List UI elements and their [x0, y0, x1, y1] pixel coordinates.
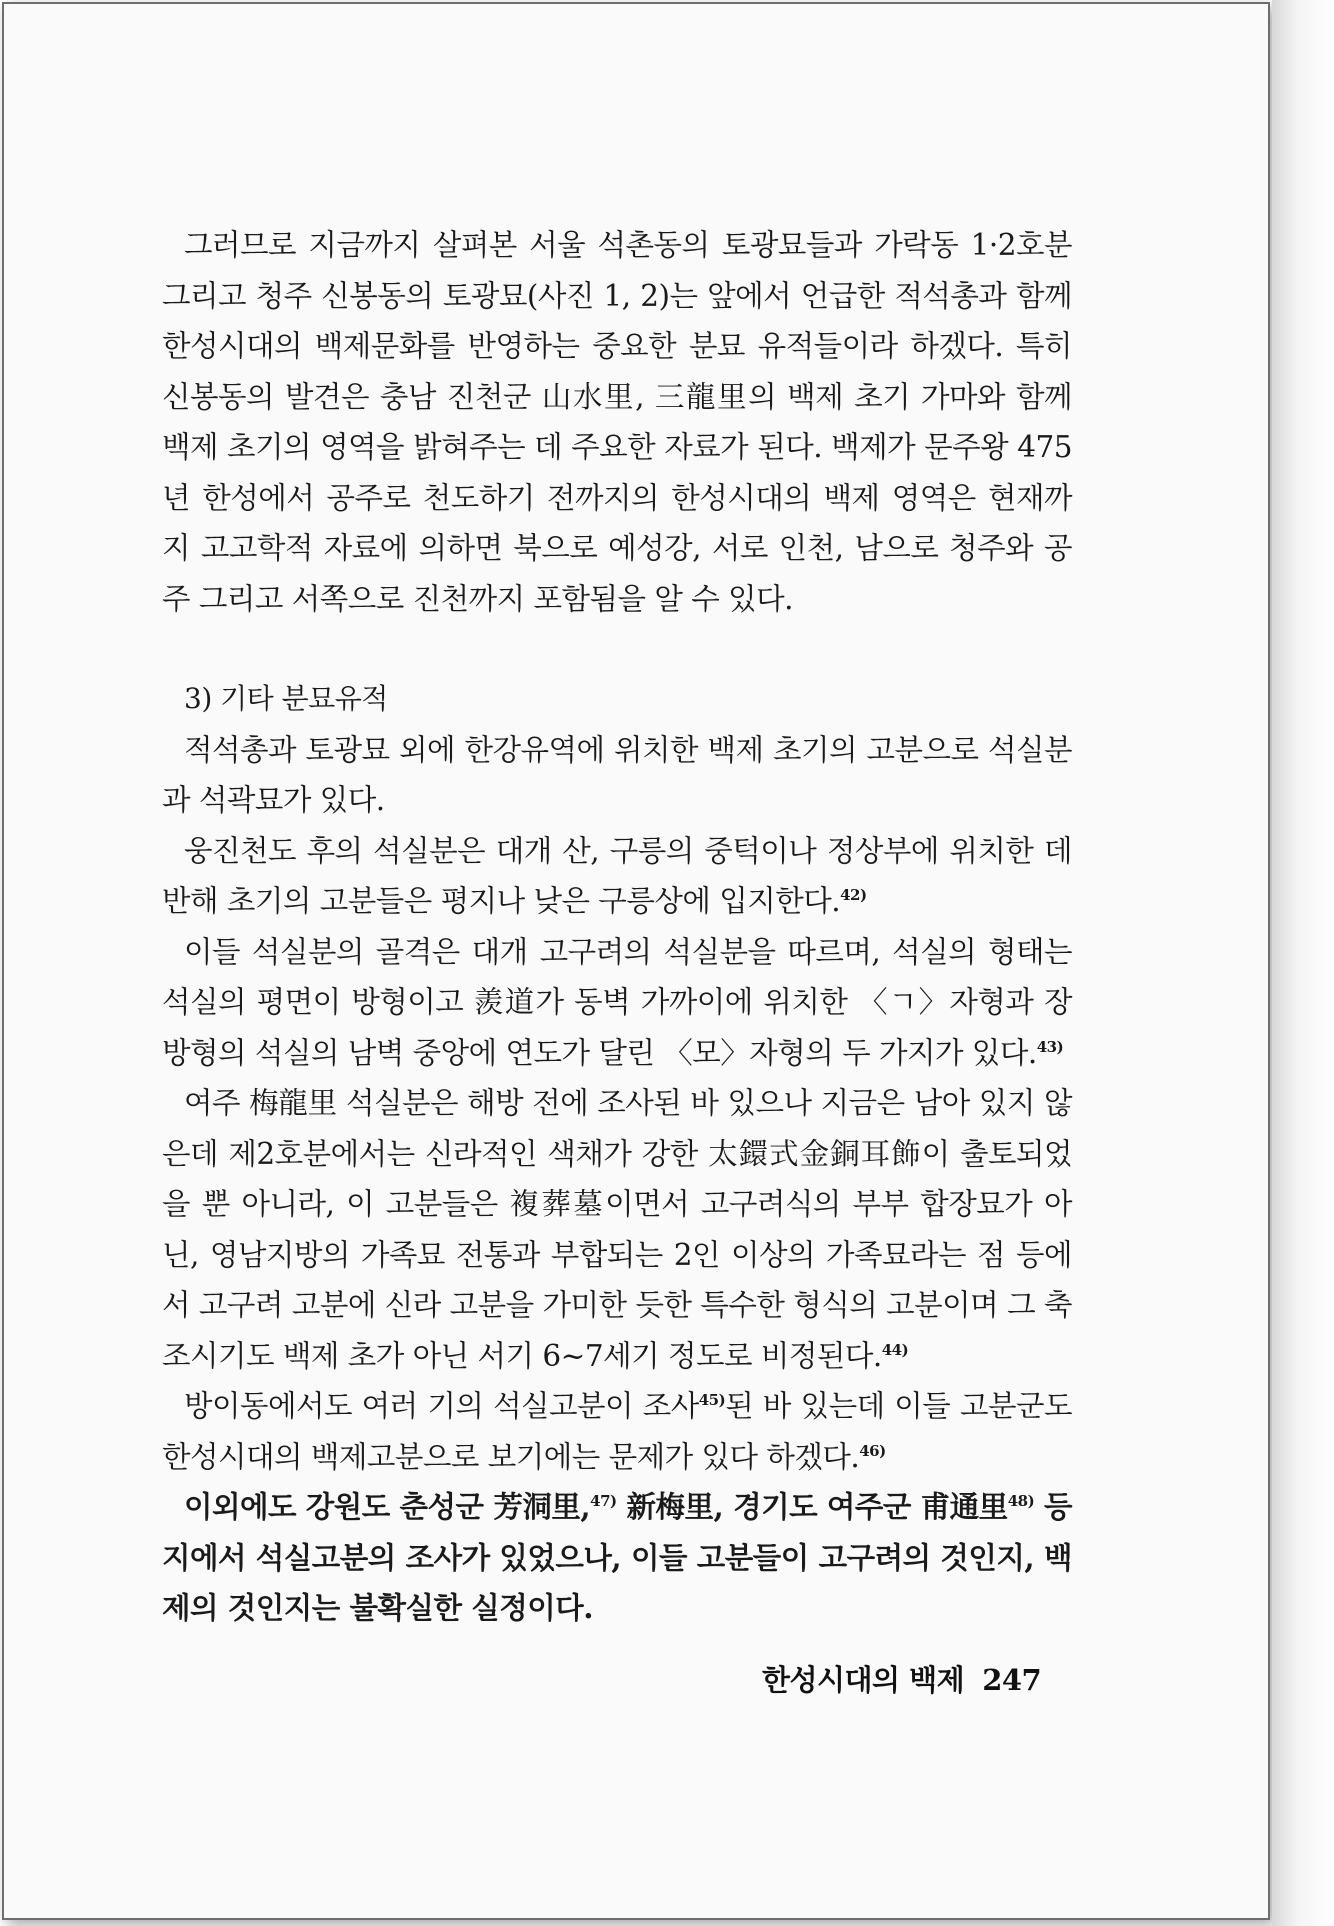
paragraph-3-text: 이들 석실분의 골격은 대개 고구려의 석실분을 따르며, 석실의 형태는 석실의 평면이 방형이고 羨道가 동벽 가까이에 위치한 〈ㄱ〉자형과 장방형의 석실의 남벽 중앙에 연도가 달린 〈모〉자형의 두 가지가 있다. [162, 934, 1072, 1070]
paragraph-4 [162, 1078, 1072, 1381]
viewer-gutter [1272, 0, 1334, 1926]
running-title: 한성시대의 백제 [762, 1663, 965, 1697]
footnote-ref-47: 47) [590, 1492, 617, 1511]
paragraph-5 [162, 1381, 1072, 1482]
paragraph-6-text-a: 이외에도 강원도 춘성군 芳洞里, [184, 1489, 591, 1524]
footnote-ref-45: 45) [698, 1391, 726, 1410]
page-footer [762, 1658, 1041, 1699]
page-content [162, 220, 1072, 1634]
footnote-ref-43: 43) [1036, 1037, 1064, 1056]
intro-paragraph: 그러므로 지금까지 살펴본 서울 석촌동의 토광묘들과 가락동 1·2호분 그리고 청주 신봉동의 토광묘(사진 1, 2)는 앞에서 언급한 적석총과 함께 한성시대의 백제문화를 반영하는 중요한 분묘 유적들이라 하겠다. 특히 신봉동의 발견은 충남 진천군 山水里, 三龍里의 백제 초기 가마와 함께 백제 초기의 영역을 밝혀주는 데 주요한 자료가 된다. 백제가 문주왕 475년 한성에서 공주로 천도하기 전까지의 한성시대의 백제 영역은 현재까지 고고학적 자료에 의하면 북으로 예성강, 서로 인천, 남으로 청주와 공주 그리고 서쪽으로 진천까지 포함됨을 알 수 있다. [162, 228, 1072, 616]
footnote-ref-48: 48) [1007, 1492, 1035, 1511]
paragraph-2 [162, 826, 1072, 927]
paragraph-6 [162, 1482, 1072, 1634]
footnote-ref-44: 44) [881, 1340, 909, 1359]
paragraph-1: 적석총과 토광묘 외에 한강유역에 위치한 백제 초기의 고분으로 석실분과 석곽묘가 있다. [162, 732, 1072, 817]
footnote-ref-42: 42) [840, 886, 867, 905]
footnote-ref-46: 46) [859, 1441, 886, 1460]
paragraph-2-text: 웅진천도 후의 석실분은 대개 산, 구릉의 중턱이나 정상부에 위치한 데 반해 초기의 고분들은 평지나 낮은 구릉상에 입지한다. [162, 833, 1072, 918]
paragraph-5-text-a: 방이동에서도 여러 기의 석실고분이 조사 [184, 1389, 699, 1423]
page-number: 247 [982, 1663, 1042, 1697]
paragraph-5-text-b: 된 바 있는데 이들 고분군도 한성시대의 백제고분으로 보기에는 문제가 있다 하겠다. [162, 1389, 1072, 1474]
paragraph-6-text-b: 新梅里, 경기도 여주군 甫通里 [626, 1489, 1008, 1524]
section-heading: 3) 기타 분묘유적 [184, 682, 388, 715]
paragraph-3 [162, 927, 1072, 1079]
paragraph-4-text: 여주 梅龍里 석실분은 해방 전에 조사된 바 있으나 지금은 남아 있지 않은데 제2호분에서는 신라적인 색채가 강한 太鐶式金銅耳飾이 출토되었을 뿐 아니라, 이 고분들은 複葬墓이면서 고구려식의 부부 합장묘가 아닌, 영남지방의 가족묘 전통과 부합되는 2인 이상의 가족묘라는 점 등에서 고구려 고분에 신라 고분을 가미한 듯한 특수한 형식의 고분이며 그 축조시기도 백제 초가 아닌 서기 6~7세기 정도로 비정된다. [162, 1086, 1072, 1373]
paragraph-6-text-c: 등지에서 석실고분의 조사가 있었으나, 이들 고분들이 고구려의 것인지, 백제의 것인지는 불확실한 실정이다. [162, 1489, 1072, 1625]
